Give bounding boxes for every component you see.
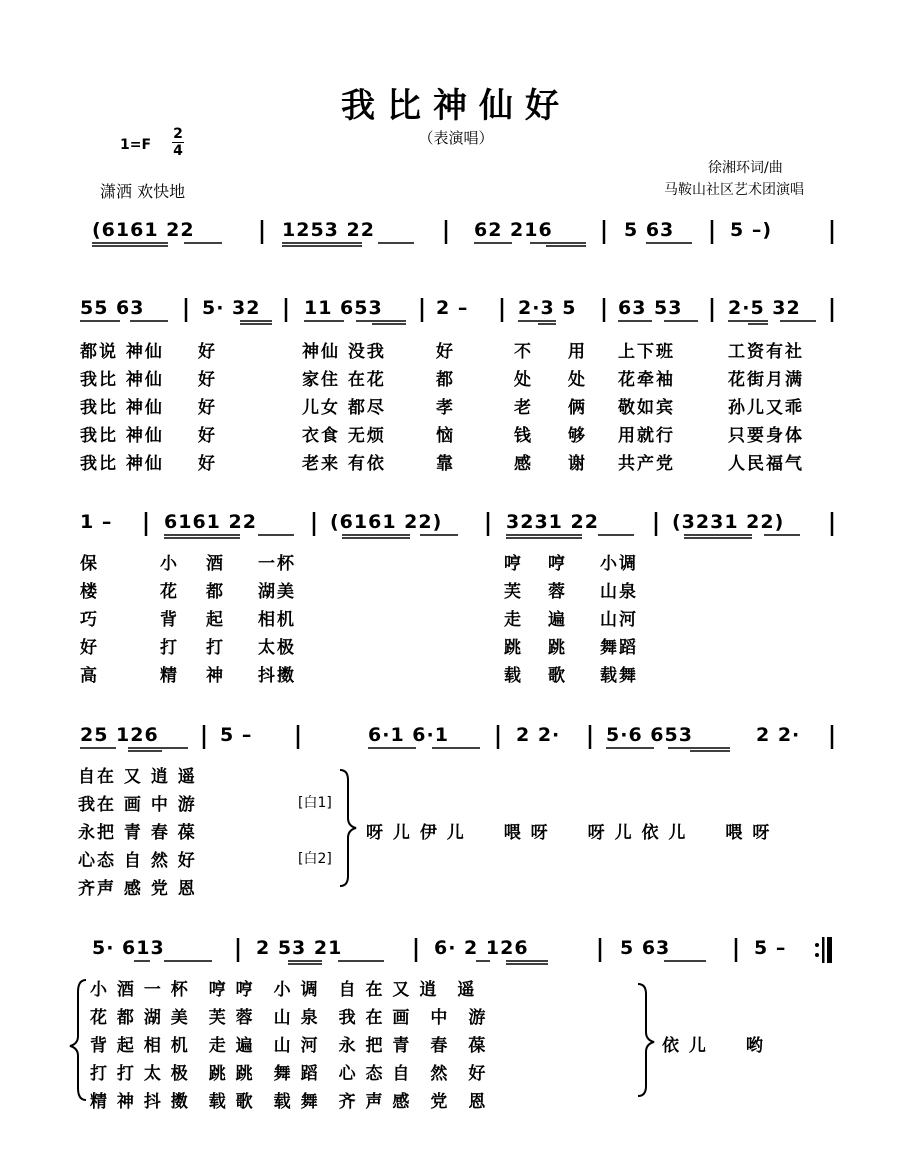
- verse-lyrics-2: 我在 画 中 游: [78, 795, 197, 815]
- measure: 55 63: [80, 297, 145, 319]
- lyric: 背: [160, 610, 179, 630]
- lyric: 孝: [436, 398, 455, 418]
- lyric: 够: [568, 426, 587, 446]
- lyric: 打: [160, 638, 179, 658]
- lyric: 我比 神仙: [80, 398, 164, 418]
- measure: 6161 22: [164, 511, 257, 533]
- lyric: 跳: [548, 638, 567, 658]
- verse-lyrics-4: 打 打 太 极 跳 跳 舞 蹈 心 态 自 然 好: [90, 1064, 488, 1084]
- verse-lyrics-5: 齐声 感 党 恩: [78, 879, 197, 899]
- tempo-marking: 潇洒 欢快地: [100, 182, 186, 201]
- lyric: 花: [160, 582, 179, 602]
- lyric: 儿女 都尽: [302, 398, 386, 418]
- measure: 5 63: [624, 219, 675, 241]
- measure: 5 63: [620, 937, 671, 959]
- measure: 5 –: [754, 937, 787, 959]
- lyric: 好: [198, 398, 217, 418]
- lyric: 舞蹈: [600, 638, 638, 658]
- lyric: 恼: [436, 426, 455, 446]
- measure: 5 –: [220, 724, 253, 746]
- lyric: 我比 神仙: [80, 370, 164, 390]
- lyric: 不: [514, 342, 533, 362]
- lyric: 好: [198, 342, 217, 362]
- measure: 2·5 32: [728, 297, 801, 319]
- lyric: 共产党: [618, 454, 675, 474]
- lyric: 老来 有依: [302, 454, 386, 474]
- lyric: 跳: [504, 638, 523, 658]
- lyric: 都: [206, 582, 225, 602]
- lyric: 载舞: [600, 666, 638, 686]
- measure: 62 216: [474, 219, 553, 241]
- measure: 6· 2 126: [434, 937, 529, 959]
- lyric: 芙: [504, 582, 523, 602]
- measure: 2 2·: [516, 724, 561, 746]
- time-signature-top: 2: [173, 126, 183, 142]
- spoken-mark-2: [白2]: [298, 851, 332, 867]
- lyricist-composer: 徐湘环词/曲: [708, 160, 783, 176]
- measure: 2 2·: [756, 724, 801, 746]
- performance-note: （表演唱）: [418, 129, 494, 147]
- song-title: 我比神仙好: [341, 86, 571, 126]
- lyric: 保: [80, 554, 99, 574]
- lyric: 遍: [548, 610, 567, 630]
- lyric: 谢: [568, 454, 587, 474]
- measure: 1 –: [80, 511, 113, 533]
- lyric: 好: [198, 454, 217, 474]
- verse-lyrics-3: 背 起 相 机 走 遍 山 河 永 把 青 春 葆: [90, 1036, 488, 1056]
- lyric: 都说 神仙: [80, 342, 164, 362]
- lyric: 神: [206, 666, 225, 686]
- lyric: 只要身体: [728, 426, 804, 446]
- lyric: 用: [568, 342, 587, 362]
- lyric: 我比 神仙: [80, 454, 164, 474]
- lyric: 巧: [80, 610, 99, 630]
- performer: 马鞍山社区艺术团演唱: [664, 182, 804, 198]
- lyric: 俩: [568, 398, 587, 418]
- lyric: 老: [514, 398, 533, 418]
- lyric: 靠: [436, 454, 455, 474]
- lyric: 上下班: [618, 342, 675, 362]
- lyric: 好: [436, 342, 455, 362]
- measure: 5·6 653: [606, 724, 693, 746]
- lyric: 走: [504, 610, 523, 630]
- lyric: 孙儿又乖: [728, 398, 804, 418]
- lyric: 感: [514, 454, 533, 474]
- lyric: 神仙 没我: [302, 342, 386, 362]
- lyric: 湖美: [258, 582, 296, 602]
- verse-lyrics-1: 自在 又 逍 遥: [78, 767, 197, 787]
- lyric: 精: [160, 666, 179, 686]
- lyric: 山河: [600, 610, 638, 630]
- measure: 2 53 21: [256, 937, 343, 959]
- lyric: 山泉: [600, 582, 638, 602]
- lyric-group-bracket: [340, 770, 356, 886]
- lyric: 敬如宾: [618, 398, 675, 418]
- lyric: 相机: [258, 610, 296, 630]
- lyric: 钱: [514, 426, 533, 446]
- lyric: 一杯: [258, 554, 296, 574]
- lyric: 用就行: [618, 426, 675, 446]
- measure: (6161 22): [330, 511, 443, 533]
- lyric: 哼: [548, 554, 567, 574]
- refrain-lyrics: 依 儿 哟: [662, 1036, 765, 1056]
- lyric: 高: [80, 666, 99, 686]
- verse-lyrics-5: 精 神 抖 擞 载 歌 载 舞 齐 声 感 党 恩: [90, 1092, 488, 1112]
- refrain-lyrics: 呀 儿 伊 儿 喂 呀 呀 儿 依 儿 喂 呀: [366, 823, 772, 843]
- measure: 2·3 5: [518, 297, 577, 319]
- lyric: 我比 神仙: [80, 426, 164, 446]
- lyric: 酒: [206, 554, 225, 574]
- lyric: 抖擞: [258, 666, 296, 686]
- measure: 5· 32: [202, 297, 261, 319]
- lyric: 家住 在花: [302, 370, 386, 390]
- lyric: 载: [504, 666, 523, 686]
- measure: (3231 22): [672, 511, 785, 533]
- lyric: 衣食 无烦: [302, 426, 386, 446]
- measure: 25 126: [80, 724, 159, 746]
- lyric: 工资有社: [728, 342, 804, 362]
- lyric: 哼: [504, 554, 523, 574]
- lyric: 好: [80, 638, 99, 658]
- measure: 6·1 6·1: [368, 724, 449, 746]
- lyric: 处: [514, 370, 533, 390]
- measure: 63 53: [618, 297, 683, 319]
- verse-lyrics-2: 花 都 湖 美 芙 蓉 山 泉 我 在 画 中 游: [90, 1008, 488, 1028]
- verse-lyrics-4: 心态 自 然 好: [78, 851, 197, 871]
- measure: (6161 22: [92, 219, 195, 241]
- lyric: 花牵袖: [618, 370, 675, 390]
- measure: 5 –): [730, 219, 773, 241]
- lyric: 都: [436, 370, 455, 390]
- verse-lyrics-1: 小 酒 一 杯 哼 哼 小 调 自 在 又 逍 遥: [90, 980, 477, 1000]
- measure: 5· 613: [92, 937, 165, 959]
- lyric: 小调: [600, 554, 638, 574]
- lyric: 歌: [548, 666, 567, 686]
- lyric: 楼: [80, 582, 99, 602]
- lyric: 花街月满: [728, 370, 804, 390]
- lyric: 好: [198, 370, 217, 390]
- lyric: 蓉: [548, 582, 567, 602]
- measure: 3231 22: [506, 511, 599, 533]
- measure: 1253 22: [282, 219, 375, 241]
- lyric: 人民福气: [728, 454, 804, 474]
- time-signature-bottom: 4: [173, 143, 183, 159]
- lyric: 好: [198, 426, 217, 446]
- lyric: 太极: [258, 638, 296, 658]
- key-signature: 1=F: [120, 137, 152, 153]
- lyric: 起: [206, 610, 225, 630]
- lyric-group-bracket: [638, 984, 654, 1096]
- lyric-group-bracket: [70, 980, 86, 1100]
- lyric: 小: [160, 554, 179, 574]
- verse-lyrics-3: 永把 青 春 葆: [78, 823, 197, 843]
- measure: 11 653: [304, 297, 383, 319]
- measure: 2 –: [436, 297, 469, 319]
- lyric: 处: [568, 370, 587, 390]
- spoken-mark-1: [白1]: [298, 795, 332, 811]
- lyric: 打: [206, 638, 225, 658]
- repeat-end-barline: [815, 937, 832, 963]
